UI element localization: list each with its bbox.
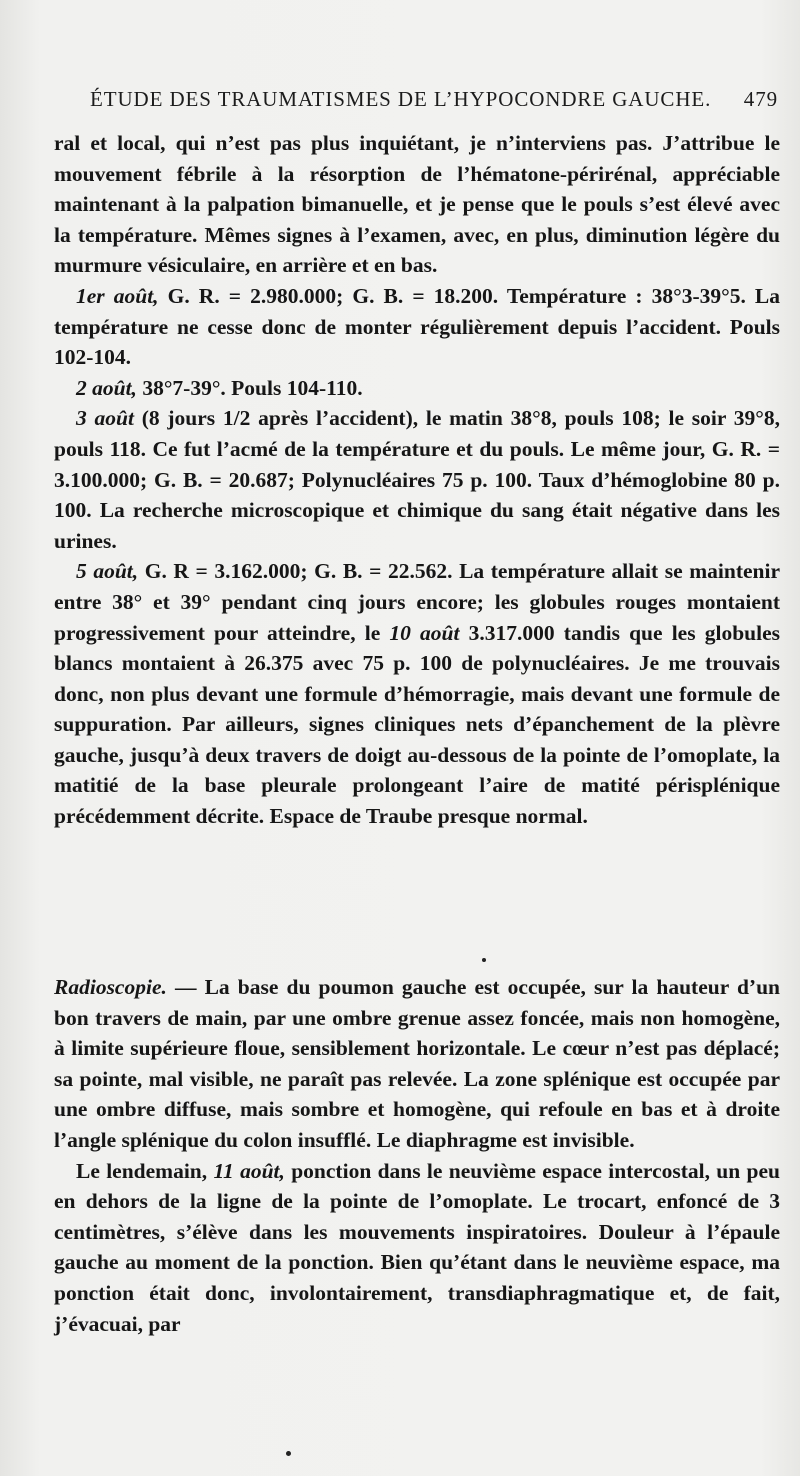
date-label-inline: 11 août,	[213, 1158, 285, 1183]
date-label: 5 août,	[76, 559, 139, 584]
paragraph-text: Le lendemain,	[76, 1158, 214, 1183]
paragraph-text: G. R. = 2.980.000; G. B. = 18.200. Température : 38°3-39°5. La température ne cesse donc de monter régulièrement depuis l’accident. Pouls 102-104.	[54, 283, 780, 370]
paragraph-text: (8 jours 1/2 après l’accident), le matin 38°8, pouls 108; le soir 39°8, pouls 118. Ce fut l’acmé de la température et du pouls. Le même jour, G. R. = 3.100.000; G. B. = 20.687; Polynucléaires 75 p. 100. Taux d’hémoglobine 80 p. 100. La recherche microscopique et chimique du sang était négative dans les urines.	[54, 406, 780, 553]
paragraph-5-aout	[54, 556, 780, 831]
paragraph-text: ral et local, qui n’est pas plus inquiétant, je n’interviens pas. J’attribue le mouvement fébrile à la résorption de l’hématone-périrénal, appréciable maintenant à la palpation bimanuelle, et je pense que le pouls s’est élevé avec la température. Mêmes signes à l’examen, avec, en plus, diminution légère du murmure vésiculaire, en arrière et en bas.	[54, 131, 780, 278]
paragraph-3-aout	[54, 403, 780, 556]
date-label: 1er août,	[76, 283, 159, 308]
paragraph-radioscopie	[54, 972, 780, 1156]
date-label: 3 août	[76, 406, 134, 431]
paragraph-continued	[54, 128, 780, 281]
text-block-top	[54, 128, 780, 832]
paragraph-text-cont: 3.317.000 tandis que les globules blancs montaient à 26.375 avec 75 p. 100 de polynucléaires. Je me trouvais donc, non plus devant une formule d’hémorragie, mais devant une formule de suppuration. Par ailleurs, signes cliniques nets d’épanchement de la plèvre gauche, jusqu’à deux travers de doigt au-dessous de la pointe de l’omoplate, la matitié de la base pleurale prolongeant l’aire de matité périsplénique précédemment décrite. Espace de Traube presque normal.	[54, 620, 781, 829]
paper-speck	[286, 1451, 291, 1456]
text-block-bottom	[54, 972, 780, 1339]
paragraph-2-aout	[54, 373, 780, 404]
paragraph-text: G. R = 3.162.000; G. B. = 22.562. La température allait se maintenir entre 38° et 39° pendant cinq jours encore; les globules rouges montaient progressivement pour atteindre, le	[54, 559, 780, 645]
paragraph-1-aout	[54, 281, 780, 373]
date-label-inline: 10 août	[389, 620, 460, 645]
page-number: 479	[743, 87, 778, 111]
date-label: 2 août,	[76, 375, 137, 400]
running-title: ÉTUDE DES TRAUMATISMES DE L’HYPOCONDRE GAUCHE.	[90, 87, 712, 111]
paragraph-text: 38°7-39°. Pouls 104-110.	[136, 375, 363, 400]
running-header	[90, 87, 778, 117]
paper-speck	[482, 958, 486, 962]
paragraph-text-cont: ponction dans le neuvième espace intercostal, un peu en dehors de la ligne de la pointe de l’omoplate. Le trocart, enfoncé de 3 centimètres, s’élève dans les mouvements inspiratoires. Douleur à l’épaule gauche au moment de la ponction. Bien qu’étant dans le neuvième espace, ma ponction était donc, involontairement, transdiaphragmatique et, de fait, j’évacuai, par	[54, 1158, 780, 1336]
section-label-radioscopie: Radioscopie.	[54, 975, 167, 999]
paragraph-lendemain	[54, 1156, 780, 1340]
paragraph-text: — La base du poumon gauche est occupée, sur la hauteur d’un bon travers de main, par une ombre grenue assez foncée, mais non homogène, à limite supérieure floue, sensiblement horizontale. Le cœur n’est pas déplacé; sa pointe, mal visible, ne paraît pas relevée. La zone splénique est occupée par une ombre diffuse, mais sombre et homogène, qui refoule en bas et à droite l’angle splénique du colon insufflé. Le diaphragme est invisible.	[54, 975, 780, 1152]
